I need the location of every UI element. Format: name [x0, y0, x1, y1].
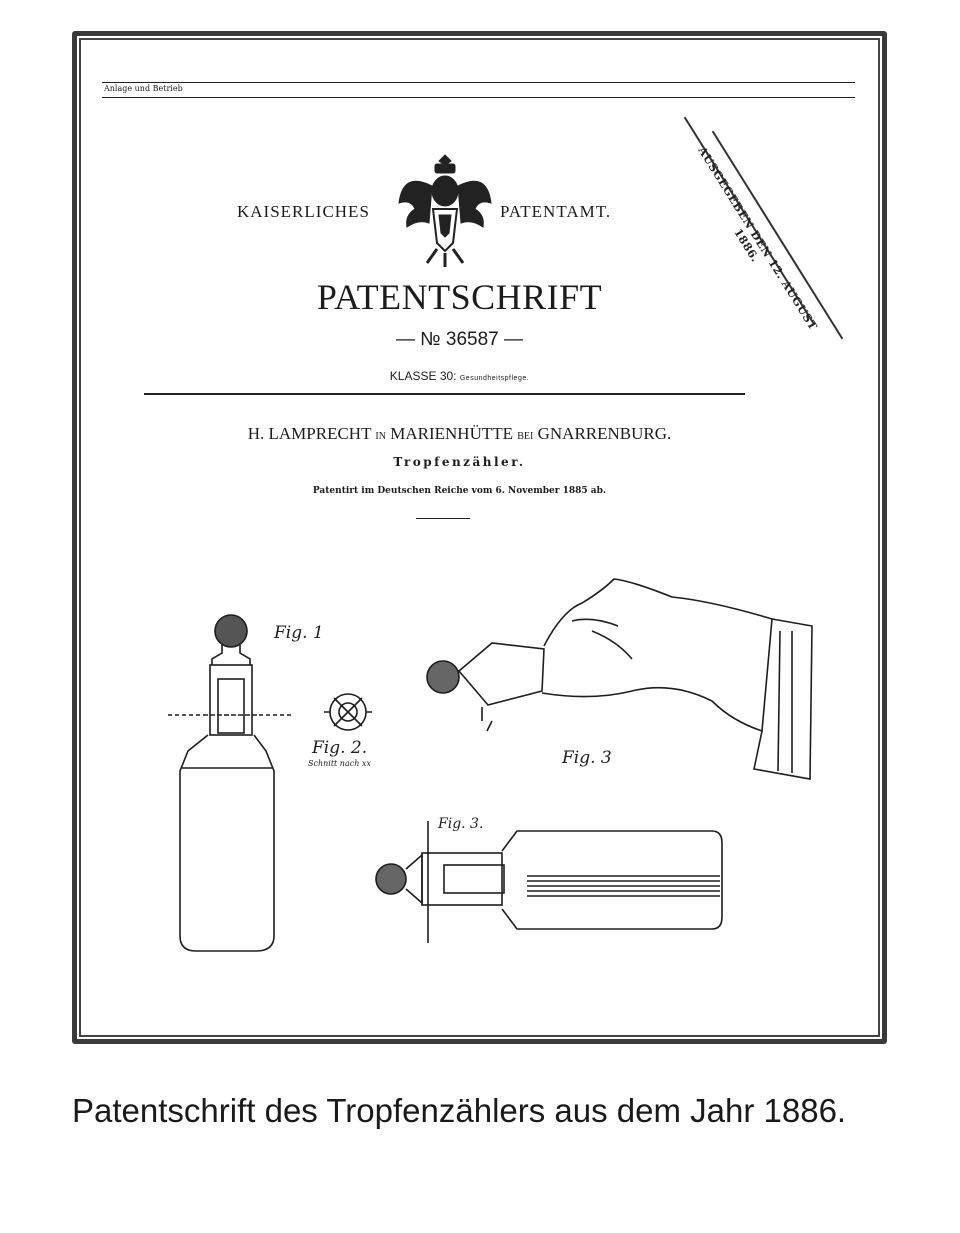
fig1-label: Fig. 1	[274, 623, 324, 643]
issued-stamp: AUSGEGEBEN DEN 12. AUGUST 1886.	[695, 144, 820, 333]
inventor-town: GNARRENBURG.	[537, 424, 672, 443]
inventor-in: IN	[375, 431, 386, 442]
fig3b-label: Fig. 3.	[438, 816, 484, 832]
office-right-text: PATENTAMT.	[500, 202, 612, 221]
patent-document	[72, 31, 887, 1044]
class-value: Gesundheitspflege.	[459, 375, 530, 382]
document-title: PATENTSCHRIFT	[316, 277, 603, 317]
office-left-text: KAISERLICHES	[237, 202, 370, 221]
patent-date-line: Patentirt im Deutschen Reiche vom 6. November 1885 ab.	[312, 486, 607, 496]
document-image-frame	[72, 31, 887, 1044]
patent-number: — № 36587 —	[395, 329, 524, 350]
fig2-sublabel: Schnitt nach xx	[308, 759, 371, 768]
class-label: KLASSE 30:	[389, 369, 457, 383]
header-note: Anlage und Betrieb	[104, 84, 183, 93]
image-caption: Patentschrift des Tropfenzählers aus dem Jahr 1886.	[72, 1092, 847, 1129]
fig3-label: Fig. 3	[562, 748, 612, 768]
fig1-bottle-drawing	[168, 615, 292, 951]
patent-drawings	[72, 31, 887, 1044]
inventor-bei: BEI	[517, 431, 534, 442]
patent-subject: Tropfenzähler.	[393, 455, 526, 469]
fig2-label: Fig. 2.	[312, 738, 368, 758]
fig3-hand-drawing	[427, 579, 812, 779]
inventor-place: MARIENHÜTTE	[390, 424, 513, 443]
fig3-bottle-drawing	[376, 821, 722, 943]
fig2-section-drawing	[324, 694, 372, 730]
inventor-name: H. LAMPRECHT	[247, 424, 372, 443]
